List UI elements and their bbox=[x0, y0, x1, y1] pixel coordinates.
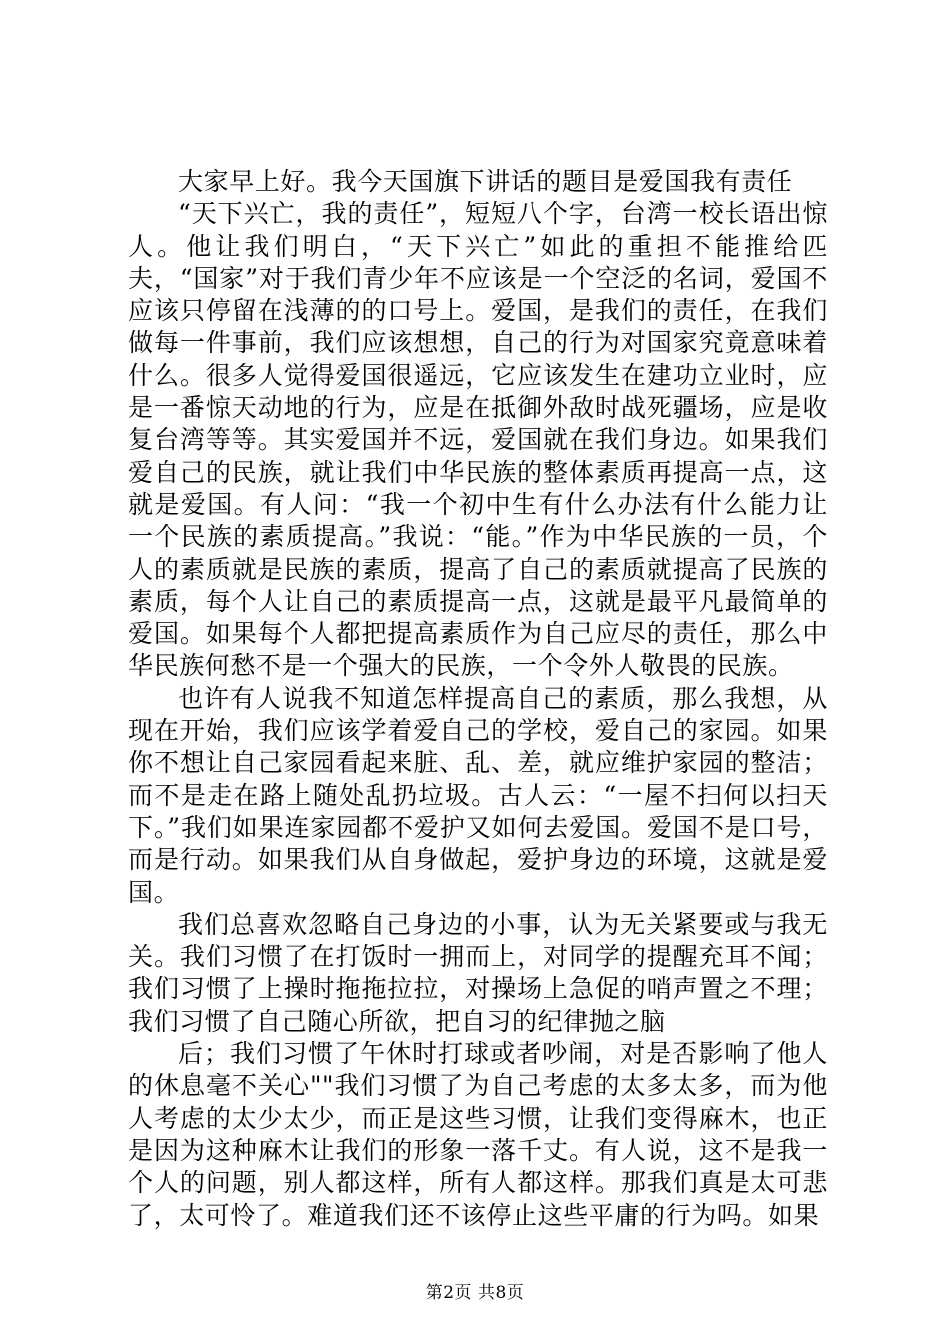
document-body bbox=[128, 166, 828, 1232]
paragraph-4: 我们总喜欢忽略自己身边的小事，认为无关紧要或与我无关。我们习惯了在打饭时一拥而上，对同学的提醒充耳不闻；我们习惯了上操时拖拖拉拉，对操场上急促的哨声置之不理；我们习惯了自己随心所欲，把自习的纪律抛之脑 bbox=[128, 909, 828, 1036]
paragraph-2: “天下兴亡，我的责任”，短短八个字，台湾一校长语出惊人。他让我们明白，“天下兴亡”如此的重担不能推给匹夫，“国家”对于我们青少年不应该是一个空泛的名词，爱国不应该只停留在浅薄的的口号上。爱国，是我们的责任，在我们做每一件事前，我们应该想想，自己的行为对国家究竟意味着什么。很多人觉得爱国很遥远，它应该发生在建功立业时，应是一番惊天动地的行为，应是在抵御外敌时战死疆场，应是收复台湾等等。其实爱国并不远，爱国就在我们身边。如果我们爱自己的民族，就让我们中华民族的整体素质再提高一点，这就是爱国。有人问：“我一个初中生有什么办法有什么能力让一个民族的素质提高。”我说：“能。”作为中华民族的一员，个人的素质就是民族的素质，提高了自己的素质就提高了民族的素质，每个人让自己的素质提高一点，这就是最平凡最简单的爱国。如果每个人都把提高素质作为自己应尽的责任，那么中华民族何愁不是一个强大的民族，一个令外人敬畏的民族。 bbox=[128, 199, 828, 681]
paragraph-1: 大家早上好。我今天国旗下讲话的题目是爱国我有责任 bbox=[178, 167, 793, 196]
paragraph-5: 后；我们习惯了午休时打球或者吵闹，对是否影响了他人的休息毫不关心""我们习惯了为自己考虑的太多太多，而为他人考虑的太少太少，而正是这些习惯，让我们变得麻木，也正是因为这种麻木让我们的形象一落千丈。有人说，这不是我一个人的问题，别人都这样，所有人都这样。那我们真是太可悲了，太可怜了。难道我们还不该停止这些平庸的行为吗。如果 bbox=[128, 1039, 828, 1230]
page-number-footer: 第2页 共8页 bbox=[425, 1283, 525, 1303]
paragraph-3: 也许有人说我不知道怎样提高自己的素质，那么我想，从现在开始，我们应该学着爱自己的学校，爱自己的家园。如果你不想让自己家园看起来脏、乱、差，就应维护家园的整洁；而不是走在路上随处乱扔垃圾。古人云：“一屋不扫何以扫天下。”我们如果连家园都不爱护又如何去爱国。爱国不是口号，而是行动。如果我们从自身做起，爱护身边的环境，这就是爱国。 bbox=[128, 683, 828, 907]
